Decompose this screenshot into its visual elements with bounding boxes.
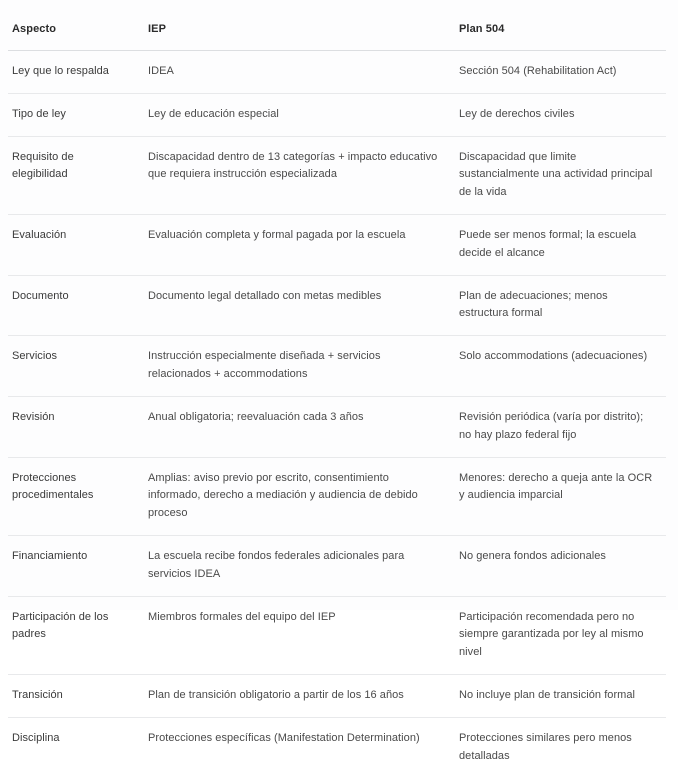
cell-aspect: Participación de los padres — [8, 596, 139, 674]
table-row — [8, 136, 666, 214]
cell-plan-504: Sección 504 (Rehabilitation Act) — [449, 50, 666, 93]
table-row — [8, 50, 666, 93]
table-body — [8, 50, 666, 777]
table-row — [8, 396, 666, 457]
column-header-iep: IEP — [139, 0, 449, 50]
table-row — [8, 535, 666, 596]
cell-plan-504: Revisión periódica (varía por distrito); no hay plazo federal fijo — [449, 396, 666, 457]
cell-plan-504: Discapacidad que limite sustancialmente una actividad principal de la vida — [449, 136, 666, 214]
cell-iep: Plan de transición obligatorio a partir de los 16 años — [139, 675, 449, 718]
cell-iep: Ley de educación especial — [139, 93, 449, 136]
cell-iep: La escuela recibe fondos federales adicionales para servicios IDEA — [139, 535, 449, 596]
cell-aspect: Tipo de ley — [8, 93, 139, 136]
column-header-aspecto: Aspecto — [8, 0, 139, 50]
table-header — [8, 0, 666, 50]
cell-aspect: Ley que lo respalda — [8, 50, 139, 93]
cell-plan-504: No incluye plan de transición formal — [449, 675, 666, 718]
cell-plan-504: Protecciones similares pero menos detalladas — [459, 731, 632, 762]
cell-aspect: Documento — [8, 275, 139, 336]
cell-plan-504: Solo accommodations (adecuaciones) — [449, 336, 666, 397]
cell-plan-504: Puede ser menos formal; la escuela decide el alcance — [449, 215, 666, 276]
cell-iep: Amplias: aviso previo por escrito, consentimiento informado, derecho a mediación y audiencia de debido proceso — [139, 457, 449, 535]
cell-aspect: Servicios — [8, 336, 139, 397]
table-row — [8, 596, 666, 674]
cell-iep: Discapacidad dentro de 13 categorías + impacto educativo que requiera instrucción especializada — [139, 136, 449, 214]
table-row — [8, 717, 666, 777]
cell-iep: Documento legal detallado con metas medibles — [139, 275, 449, 336]
table-row — [8, 336, 666, 397]
table-row — [8, 215, 666, 276]
cell-aspect: Protecciones procedimentales — [8, 457, 139, 535]
cell-iep: Miembros formales del equipo del IEP — [139, 596, 449, 674]
cell-aspect: Financiamiento — [8, 535, 139, 596]
cell-iep: Anual obligatoria; reevaluación cada 3 años — [139, 396, 449, 457]
cell-plan-504: Plan de adecuaciones; menos estructura formal — [449, 275, 666, 336]
cell-plan-504: Participación recomendada pero no siempre garantizada por ley al mismo nivel — [449, 596, 666, 674]
cell-aspect: Disciplina — [12, 731, 60, 744]
iep-vs-504-comparison-table — [8, 0, 666, 777]
cell-plan-504: Ley de derechos civiles — [449, 93, 666, 136]
cell-iep: Instrucción especialmente diseñada + servicios relacionados + accommodations — [139, 336, 449, 397]
table-row — [8, 275, 666, 336]
cell-aspect: Requisito de elegibilidad — [8, 136, 139, 214]
cell-plan-504: Menores: derecho a queja ante la OCR y audiencia imparcial — [449, 457, 666, 535]
cell-plan-504: No genera fondos adicionales — [449, 535, 666, 596]
cell-aspect: Evaluación — [8, 215, 139, 276]
column-header-plan-504: Plan 504 — [449, 0, 666, 50]
cell-iep: Evaluación completa y formal pagada por la escuela — [139, 215, 449, 276]
cell-iep: Protecciones específicas (Manifestation Determination) — [148, 731, 420, 744]
cell-aspect: Transición — [8, 675, 139, 718]
table-row — [8, 457, 666, 535]
cell-iep: IDEA — [139, 50, 449, 93]
table-row — [8, 93, 666, 136]
cell-aspect: Revisión — [8, 396, 139, 457]
table-row — [8, 675, 666, 718]
table-header-row — [8, 0, 666, 50]
